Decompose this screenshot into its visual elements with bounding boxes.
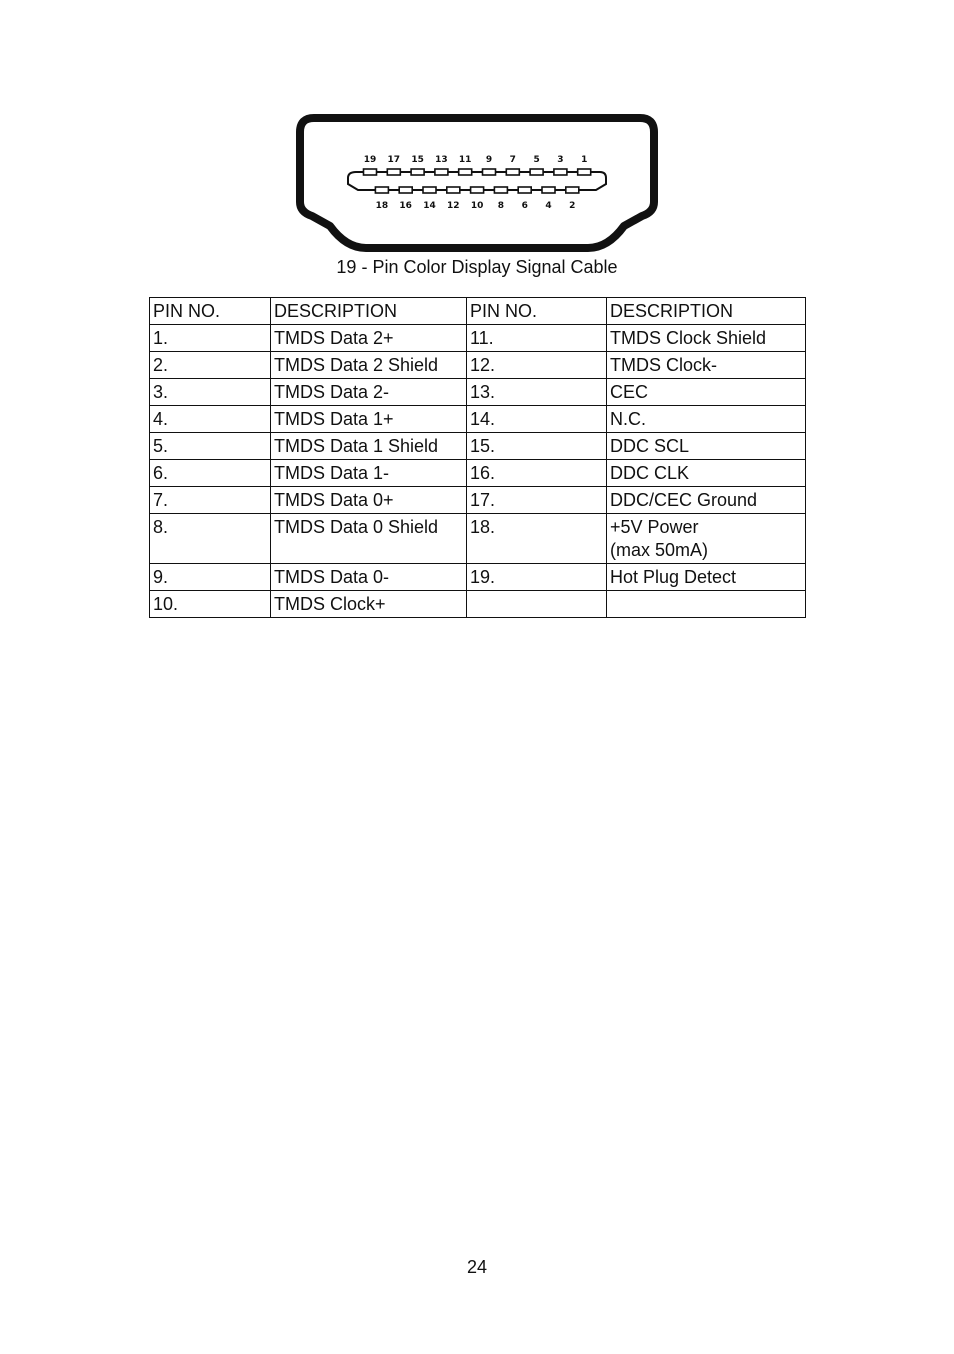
connector-pin — [471, 187, 484, 193]
figure-caption: 19 - Pin Color Display Signal Cable — [336, 257, 618, 277]
table-row — [150, 325, 806, 352]
pin-description: TMDS Data 2 Shield — [271, 352, 467, 379]
pin-number: 10. — [150, 591, 271, 618]
pin-label: 19 — [363, 155, 377, 165]
connector-pin — [459, 169, 472, 175]
pin-number: 7. — [150, 487, 271, 514]
connector-pin — [554, 169, 567, 175]
pin-description: CEC — [607, 379, 806, 406]
pin-label: 18 — [375, 201, 389, 211]
pin-number: 8. — [150, 514, 271, 564]
pin-label: 1 — [581, 155, 588, 165]
connector-pin — [494, 187, 507, 193]
pin-number: 15. — [467, 433, 607, 460]
table-row — [150, 379, 806, 406]
pin-number: 6. — [150, 460, 271, 487]
pin-description: N.C. — [607, 406, 806, 433]
header-pin-no: PIN NO. — [150, 298, 271, 325]
pin-description-line: (max 50mA) — [610, 540, 709, 560]
table-header-row — [150, 298, 806, 325]
pin-number: 2. — [150, 352, 271, 379]
pin-label: 2 — [569, 201, 576, 211]
pin-description: DDC CLK — [607, 460, 806, 487]
table-row — [150, 564, 806, 591]
page-number: 24 — [466, 1257, 488, 1277]
pin-number: 14. — [467, 406, 607, 433]
pin-description: TMDS Data 1 Shield — [271, 433, 467, 460]
connector-pin — [399, 187, 412, 193]
pin-label: 17 — [387, 155, 401, 165]
table-row — [150, 406, 806, 433]
pin-number: 3. — [150, 379, 271, 406]
pin-description: TMDS Data 1- — [271, 460, 467, 487]
pin-description: TMDS Data 0- — [271, 564, 467, 591]
table-row — [150, 433, 806, 460]
connector-pin — [483, 169, 496, 175]
table-row — [150, 352, 806, 379]
pin-number: 9. — [150, 564, 271, 591]
header-pin-no: PIN NO. — [467, 298, 607, 325]
connector-pin — [506, 169, 519, 175]
pin-description: TMDS Data 0+ — [271, 487, 467, 514]
pin-label: 9 — [485, 155, 493, 165]
connector-pin — [518, 187, 531, 193]
pin-number: 1. — [150, 325, 271, 352]
pin-label: 13 — [435, 155, 448, 165]
pin-label: 7 — [509, 155, 516, 165]
connector-pin — [530, 169, 543, 175]
pin-assignment-table — [149, 297, 806, 618]
pin-description: TMDS Clock- — [607, 352, 806, 379]
pin-label: 3 — [557, 155, 564, 165]
connector-pin — [423, 187, 436, 193]
pin-number: 11. — [467, 325, 607, 352]
pin-number: 16. — [467, 460, 607, 487]
pin-number: 17. — [467, 487, 607, 514]
pin-number: 12. — [467, 352, 607, 379]
pin-description: TMDS Data 1+ — [271, 406, 467, 433]
pin-label: 14 — [423, 201, 436, 211]
connector-pin — [375, 187, 388, 193]
pin-number: 4. — [150, 406, 271, 433]
pin-description — [607, 591, 806, 618]
pin-label: 11 — [458, 155, 472, 165]
table-row — [150, 487, 806, 514]
table-row — [150, 514, 806, 564]
connector-pin — [435, 169, 448, 175]
pin-label: 16 — [399, 201, 412, 211]
pin-label: 8 — [497, 201, 505, 211]
pin-description-line: +5V Power — [610, 517, 699, 537]
connector-pin — [411, 169, 424, 175]
pin-label: 6 — [521, 201, 528, 211]
connector-pin — [566, 187, 579, 193]
pin-number: 19. — [467, 564, 607, 591]
header-description: DESCRIPTION — [271, 298, 467, 325]
header-description: DESCRIPTION — [607, 298, 806, 325]
pin-label: 4 — [545, 201, 552, 211]
connector-pin — [387, 169, 400, 175]
pin-description — [607, 514, 806, 564]
pin-description: Hot Plug Detect — [607, 564, 806, 591]
table-row — [150, 591, 806, 618]
pin-description: TMDS Data 2+ — [271, 325, 467, 352]
pin-description: DDC SCL — [607, 433, 806, 460]
hdmi-connector-diagram — [296, 114, 658, 252]
connector-pin — [447, 187, 460, 193]
pin-number: 18. — [467, 514, 607, 564]
pin-label: 15 — [411, 155, 424, 165]
pin-label: 5 — [533, 155, 540, 165]
pin-label: 12 — [447, 201, 460, 211]
pin-number — [467, 591, 607, 618]
pin-description: TMDS Clock Shield — [607, 325, 806, 352]
connector-pin — [364, 169, 377, 175]
pin-number: 13. — [467, 379, 607, 406]
pin-description: TMDS Clock+ — [271, 591, 467, 618]
pin-label: 10 — [470, 201, 484, 211]
hdmi-connector-outline — [296, 114, 658, 252]
connector-pin — [542, 187, 555, 193]
pin-description: TMDS Data 2- — [271, 379, 467, 406]
pin-description: TMDS Data 0 Shield — [271, 514, 467, 564]
table-row — [150, 460, 806, 487]
connector-pin — [578, 169, 591, 175]
pin-description: DDC/CEC Ground — [607, 487, 806, 514]
pin-number: 5. — [150, 433, 271, 460]
